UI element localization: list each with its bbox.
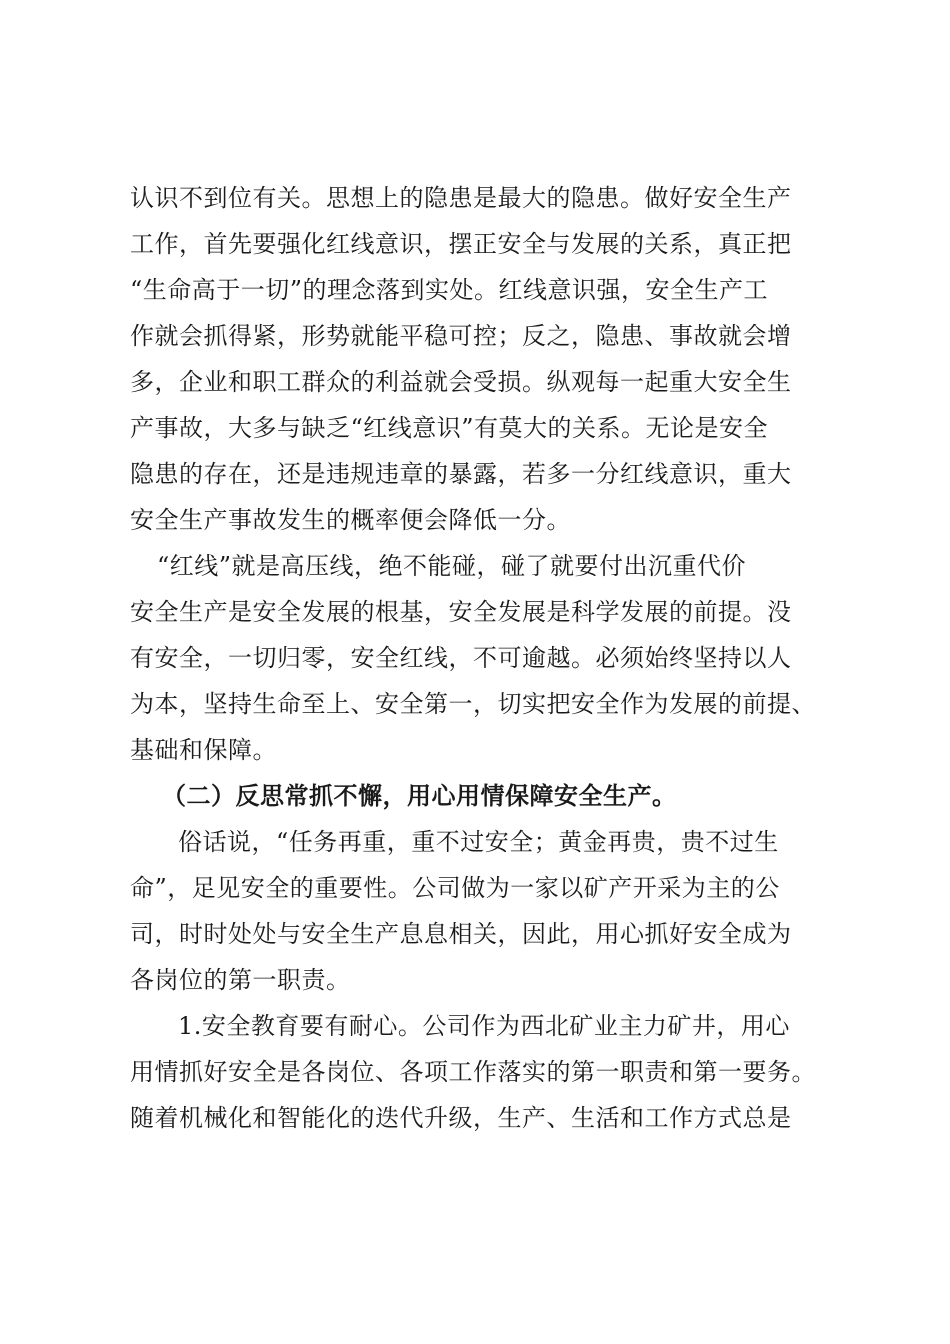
paragraph-line: 安全生产是安全发展的根基，安全发展是科学发展的前提。没 (130, 598, 792, 626)
section-heading: （二）反思常抓不懈，用心用情保障安全生产。 (162, 781, 677, 810)
paragraph-line: 为本，坚持生命至上、安全第一，切实把安全作为发展的前提、 (130, 690, 816, 718)
paragraph-line: 多，企业和职工群众的利益就会受损。纵观每一起重大安全生 (130, 368, 792, 396)
paragraph-line: 认识不到位有关。思想上的隐患是最大的隐患。做好安全生产 (130, 184, 792, 212)
paragraph-line: 隐患的存在，还是违规违章的暴露，若多一分红线意识，重大 (130, 460, 792, 488)
paragraph-line: 工作，首先要强化红线意识，摆正安全与发展的关系，真正把 (130, 230, 792, 258)
paragraph-line: 有安全，一切归零，安全红线，不可逾越。必须始终坚持以人 (130, 644, 792, 672)
paragraph-line: 安全生产事故发生的概率便会降低一分。 (130, 506, 571, 534)
paragraph-line: 俗话说，“任务再重，重不过安全；黄金再贵，贵不过生 (178, 828, 779, 856)
paragraph-line: 基础和保障。 (130, 736, 277, 764)
paragraph-line: 司，时时处处与安全生产息息相关，因此，用心抓好安全成为 (130, 920, 792, 948)
paragraph-line: “红线”就是高压线，绝不能碰，碰了就要付出沉重代价 (157, 552, 747, 580)
paragraph-line: 各岗位的第一职责。 (130, 966, 351, 994)
paragraph-line: 随着机械化和智能化的迭代升级，生产、生活和工作方式总是 (130, 1104, 792, 1132)
paragraph-line: 产事故，大多与缺乏“红线意识”有莫大的关系。无论是安全 (130, 414, 769, 442)
paragraph-line: 1.安全教育要有耐心。公司作为西北矿业主力矿井，用心 (178, 1012, 790, 1040)
paragraph-line: 作就会抓得紧，形势就能平稳可控；反之，隐患、事故就会增 (130, 322, 792, 350)
paragraph-line: 命”，足见安全的重要性。公司做为一家以矿产开采为主的公 (130, 874, 780, 902)
paragraph-line: 用情抓好安全是各岗位、各项工作落实的第一职责和第一要务。 (130, 1058, 816, 1086)
paragraph-line: “生命高于一切”的理念落到实处。红线意识强，安全生产工 (130, 276, 769, 304)
